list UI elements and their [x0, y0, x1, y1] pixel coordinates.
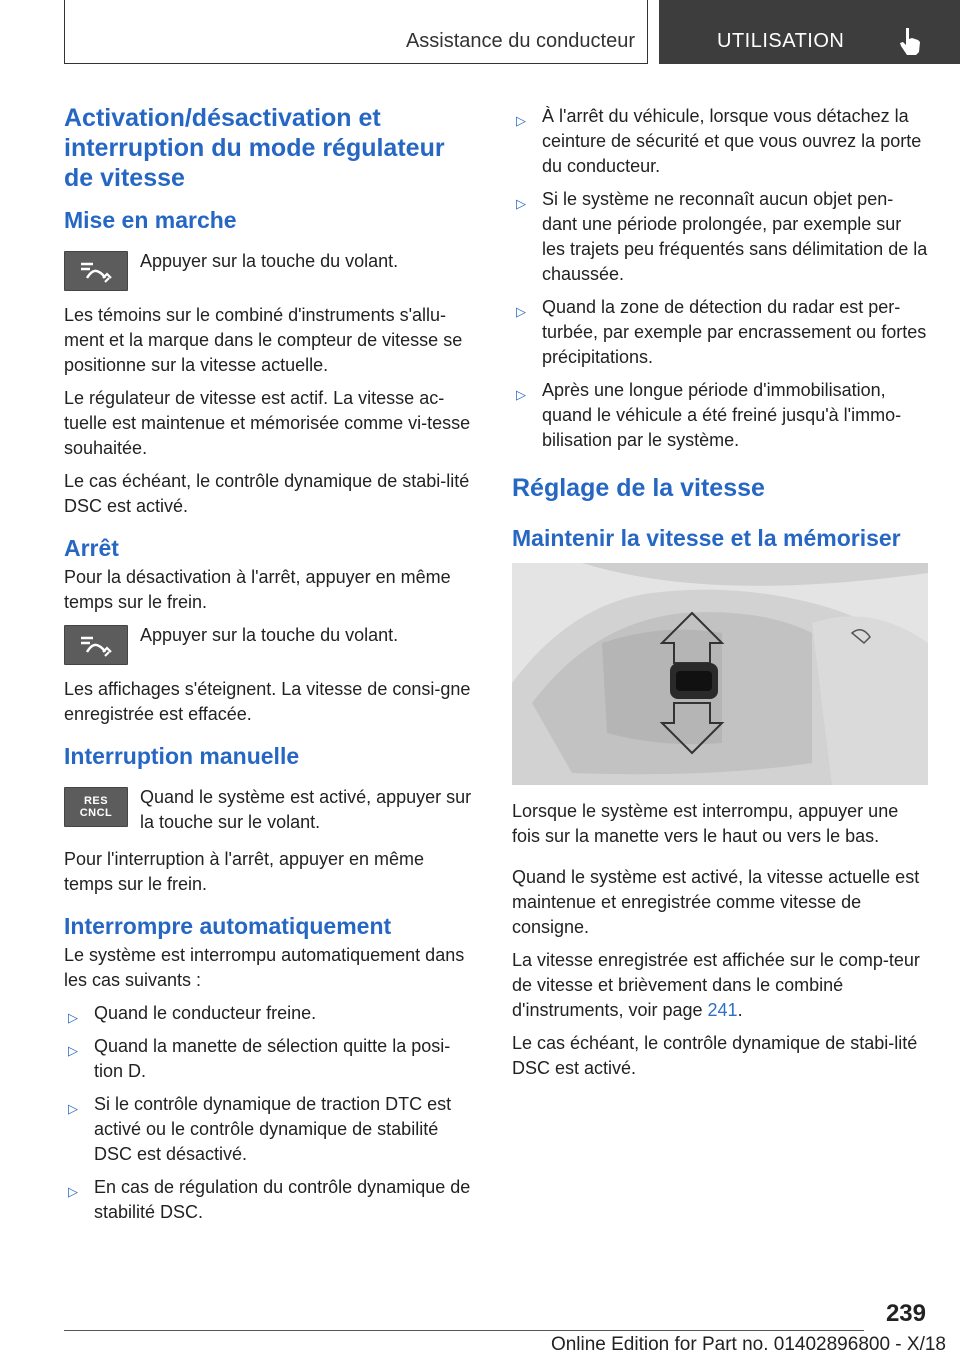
list-item: ▷ Si le système ne reconnaît aucun objet pen-dant une période prolongée, par exemple sur les trajets peu fréquentés sans délimitation de la chaussée.: [516, 189, 928, 284]
manual-button-text: Quand le système est activé, appuyer sur la touche sur le volant.: [140, 787, 472, 832]
triangle-bullet-icon: ▷: [68, 1101, 78, 1116]
off-button-text: Appuyer sur la touche du volant.: [140, 625, 399, 645]
on-paragraph-1: Les témoins sur le combiné d'instruments s'allu-ment et la marque dans le compteur de vitesse se positionne sur la vitesse actuelle.: [64, 305, 463, 375]
page-number: 239: [885, 1300, 926, 1327]
list-item: ▷ Quand la zone de détection du radar est per-turbée, par exemple par encrassement ou fortes précipitations.: [516, 297, 927, 367]
heading-reglage-vitesse: Réglage de la vitesse: [512, 474, 765, 502]
footer-divider: [64, 1330, 864, 1331]
header-chapter-box: [659, 0, 960, 64]
footer-edition: Online Edition for Part no. 01402896800 - X/18: [550, 1334, 946, 1355]
right-column: [512, 100, 928, 1089]
triangle-bullet-icon: ▷: [68, 1010, 78, 1025]
on-button-text: Appuyer sur la touche du volant.: [140, 251, 399, 271]
heading-interrompre-automatiquement: Interrompre automatiquement: [64, 913, 392, 939]
hand-pointer-icon: [897, 26, 923, 56]
on-paragraph-3: Le cas échéant, le contrôle dynamique de stabi-lité DSC est activé.: [64, 471, 470, 516]
cncl-label: CNCL: [79, 807, 113, 819]
on-paragraph-2: Le régulateur de vitesse est actif. La vitesse ac-tuelle est maintenue et mémorisée comme vi-tesse souhaitée.: [64, 388, 471, 458]
triangle-bullet-icon: ▷: [516, 196, 526, 211]
triangle-bullet-icon: ▷: [516, 113, 526, 128]
res-cncl-button-icon: [64, 787, 128, 827]
list-item: ▷ À l'arrêt du véhicule, lorsque vous détachez la ceinture de sécurité et que vous ouvrez la porte du conducteur.: [516, 106, 922, 176]
keep-paragraph-4: Le cas échéant, le contrôle dynamique de stabi-lité DSC est activé.: [512, 1033, 918, 1078]
cruise-control-button-icon: [64, 625, 128, 665]
section-title: Activation/désactivation et interruption du mode régulateur de vitesse: [64, 104, 445, 192]
manual-paragraph-1: Pour l'interruption à l'arrêt, appuyer en même temps sur le frein.: [64, 849, 425, 894]
keep-paragraph-3: La vitesse enregistrée est affichée sur le comp-teur de vitesse et brièvement dans le combiné d'instruments, voir page 241.: [512, 950, 920, 1020]
list-item: ▷ Si le contrôle dynamique de traction DTC est activé ou le contrôle dynamique de stabilité DSC est désactivé.: [68, 1094, 452, 1164]
res-label: RES: [83, 795, 109, 807]
triangle-bullet-icon: ▷: [68, 1184, 78, 1199]
button-instruction-off: [64, 623, 478, 665]
button-instruction-manual: [64, 785, 478, 835]
auto-paragraph-1: Le système est interrompu automatiquement dans les cas suivants :: [64, 945, 465, 990]
list-item: ▷ En cas de régulation du contrôle dynamique de stabilité DSC.: [68, 1177, 471, 1222]
continued-list: [512, 104, 928, 453]
heading-arret: Arrêt: [64, 535, 119, 561]
list-item: ▷ Quand la manette de sélection quitte la posi-tion D.: [68, 1036, 451, 1081]
header-section-title: Assistance du conducteur: [405, 30, 635, 52]
steering-wheel-rocker-image: [512, 563, 928, 785]
heading-maintenir-vitesse: Maintenir la vitesse et la mémoriser: [512, 525, 901, 551]
page-reference-link[interactable]: 241: [707, 1000, 738, 1020]
list-item: ▷ Quand le conducteur freine.: [64, 1001, 478, 1026]
header-section-box: [64, 0, 648, 64]
heading-interruption-manuelle: Interruption manuelle: [64, 743, 300, 769]
off-paragraph-1: Pour la désactivation à l'arrêt, appuyer en même temps sur le frein.: [64, 567, 451, 612]
auto-list: [64, 1001, 478, 1225]
triangle-bullet-icon: ▷: [68, 1043, 78, 1058]
left-column: [64, 100, 478, 1233]
heading-mise-en-marche: Mise en marche: [64, 207, 237, 233]
button-instruction-on: [64, 249, 478, 291]
list-item: ▷ Après une longue période d'immobilisation, quand le véhicule a été freiné jusqu'à l'immo-bilisation par le système.: [516, 380, 902, 450]
triangle-bullet-icon: ▷: [516, 387, 526, 402]
triangle-bullet-icon: ▷: [516, 304, 526, 319]
keep-paragraph-1: Lorsque le système est interrompu, appuyer une fois sur la manette vers le haut ou vers le bas.: [512, 801, 899, 846]
header-chapter-title: UTILISATION: [717, 30, 845, 52]
cruise-control-button-icon: [64, 251, 128, 291]
keep-paragraph-2: Quand le système est activé, la vitesse actuelle est maintenue et enregistrée comme vitesse de consigne.: [512, 867, 920, 937]
off-paragraph-2: Les affichages s'éteignent. La vitesse de consi-gne enregistrée est effacée.: [64, 679, 471, 724]
